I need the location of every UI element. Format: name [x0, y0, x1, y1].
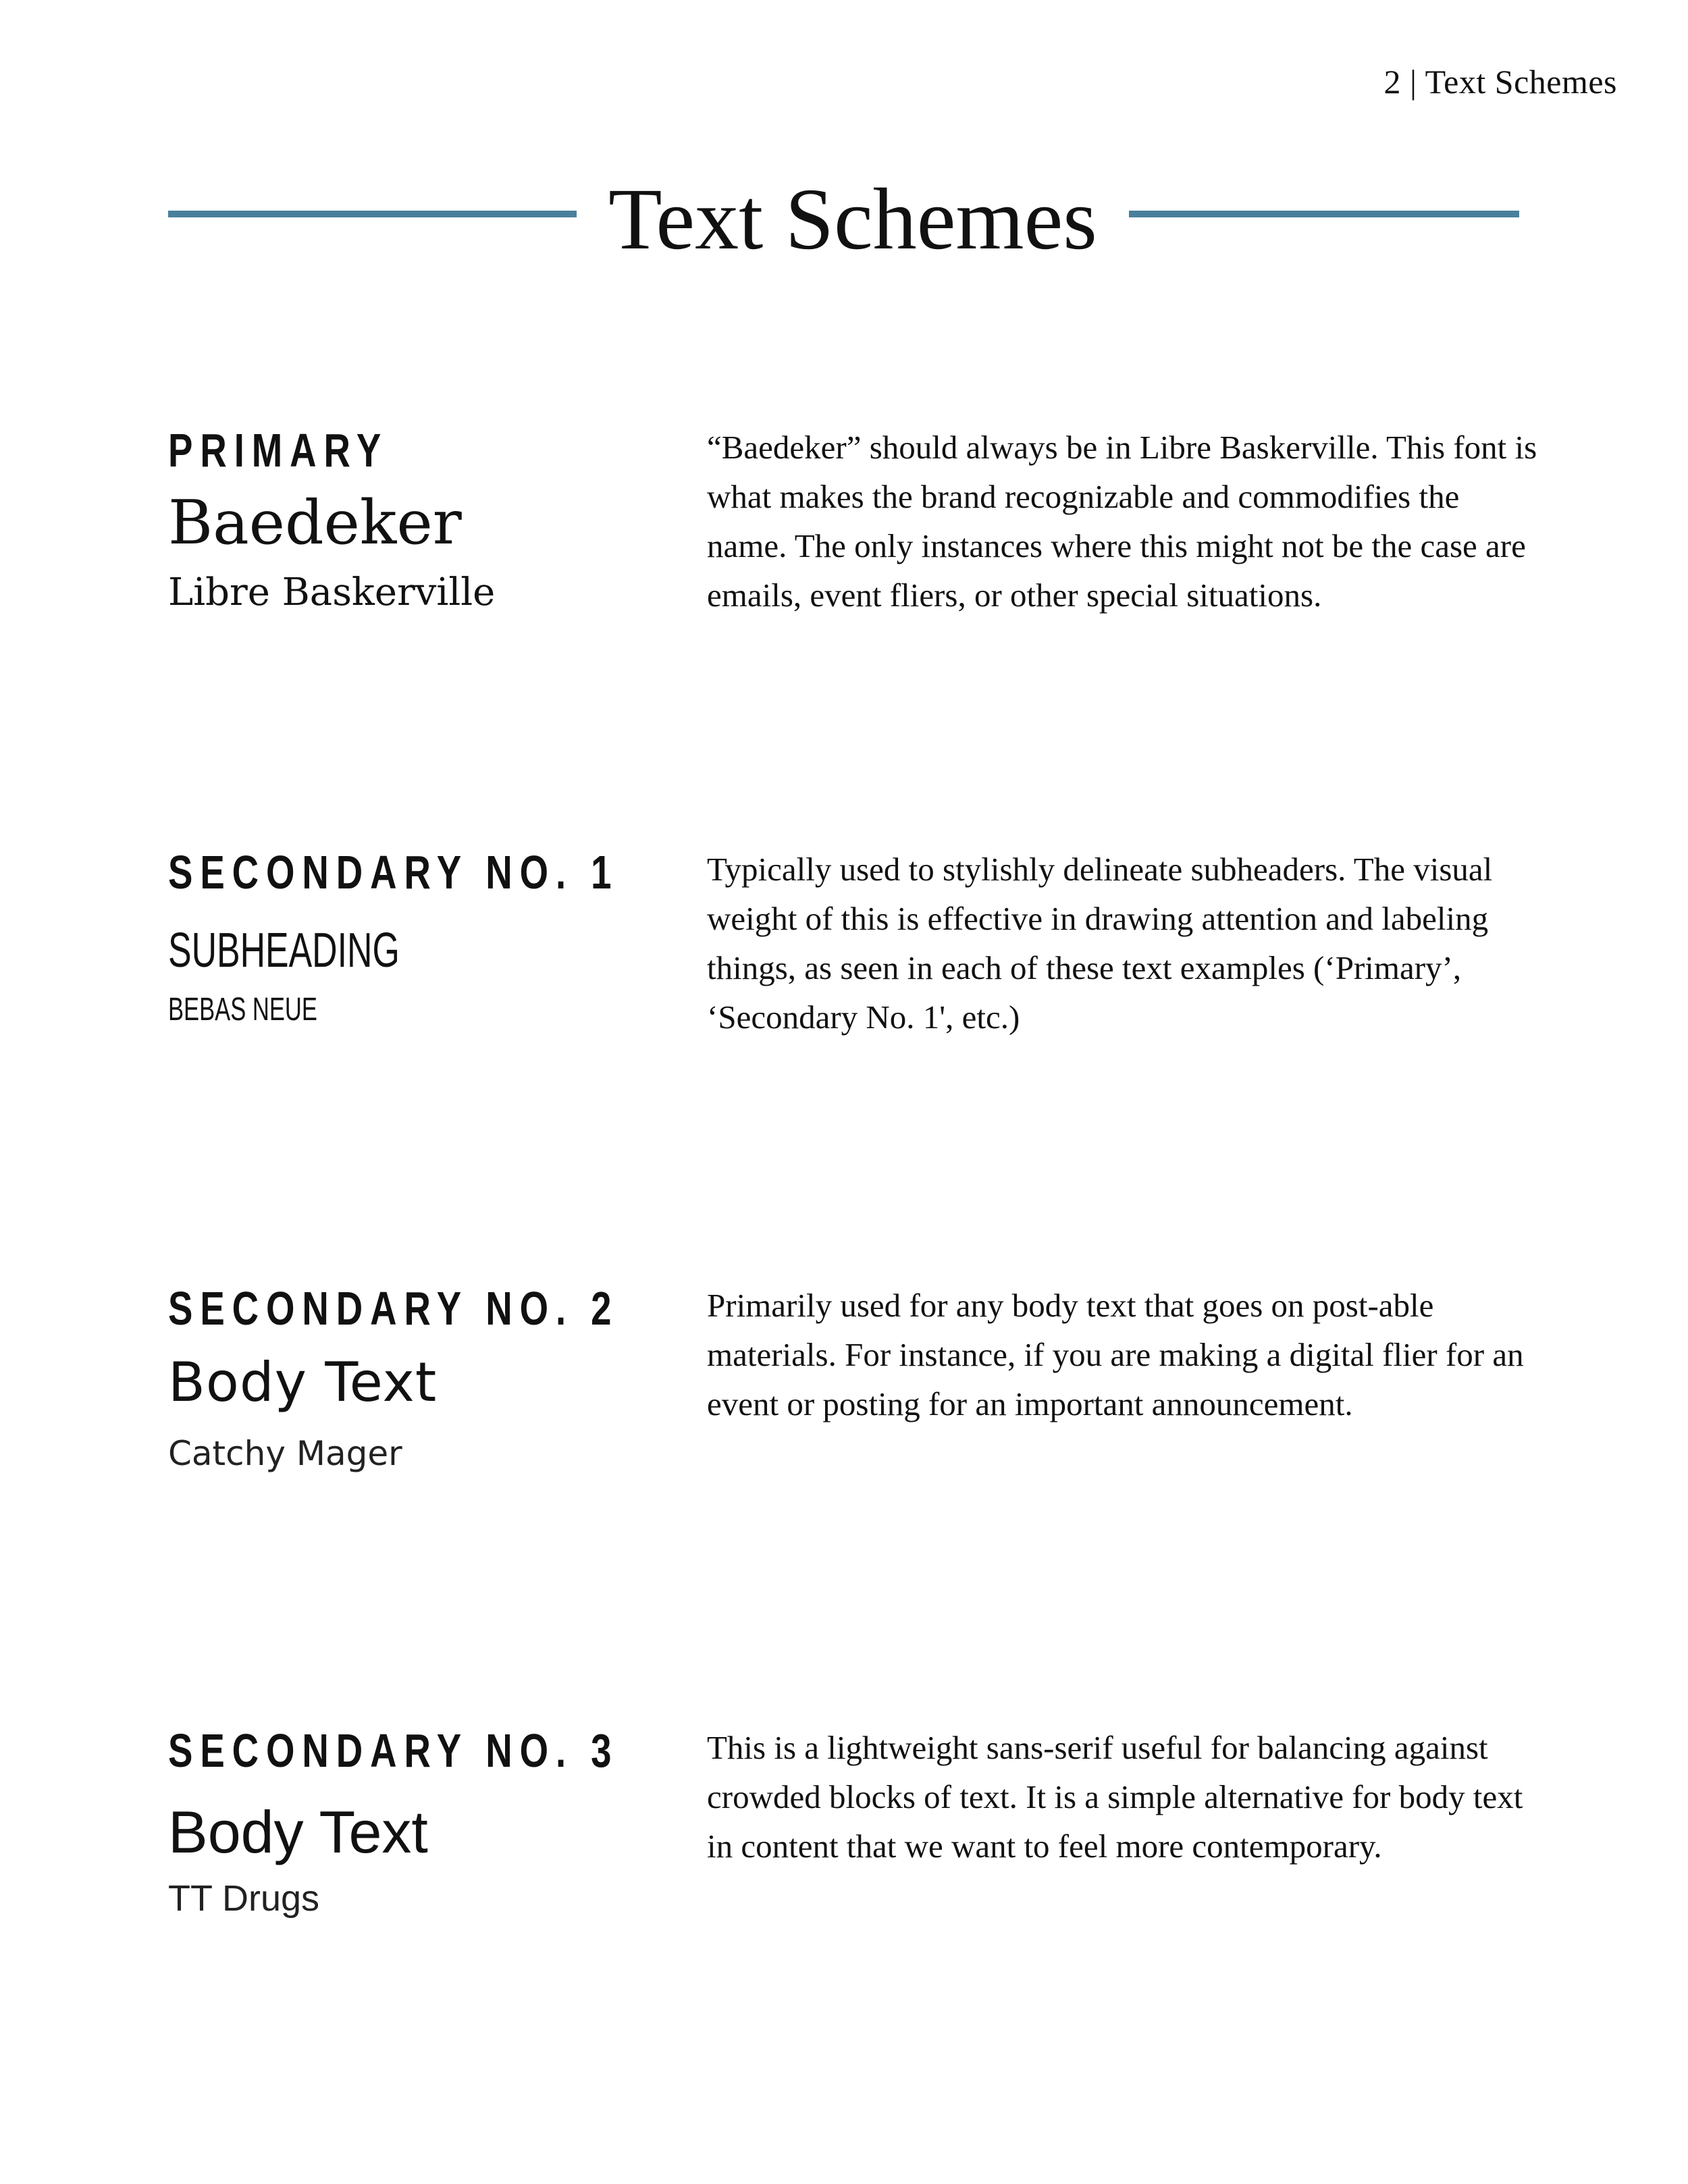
scheme-label: SECONDARY NO. 1: [168, 846, 619, 899]
page-title: Text Schemes: [608, 171, 1097, 268]
scheme-font-name: TT Drugs: [168, 1878, 320, 1919]
scheme-label: SECONDARY NO. 2: [168, 1282, 619, 1335]
scheme-font-name: Libre Baskerville: [168, 570, 496, 614]
scheme-description: “Baedeker” should always be in Libre Baskerville. This font is what makes the brand recognizable and commodifies the name. The only instances where this might not be the case are emails, event fliers, or other special situations.: [707, 429, 1537, 614]
page-header-label: 2 | Text Schemes: [1383, 63, 1617, 101]
scheme-sample: SUBHEADING: [168, 924, 400, 978]
scheme-sample: Body Text: [168, 1351, 438, 1414]
scheme-label: PRIMARY: [168, 424, 389, 477]
scheme-description: Primarily used for any body text that goes on post-able materials. For instance, if you are making a digital flier for an event or posting for an important announcement.: [707, 1287, 1524, 1422]
title-row: [168, 169, 1519, 270]
scheme-label: SECONDARY NO. 3: [168, 1724, 619, 1777]
title-rule-left: [168, 211, 577, 217]
scheme-sample: Baedeker: [168, 487, 462, 558]
scheme-font-name: BEBAS NEUE: [168, 992, 317, 1028]
scheme-font-name: Catchy Mager: [168, 1434, 402, 1473]
title-rule-right: [1129, 211, 1519, 217]
scheme-description: This is a lightweight sans-serif useful for balancing against crowded blocks of text. It is a simple alternative for body text in content that we want to feel more contemporary.: [707, 1729, 1523, 1865]
scheme-description: Typically used to stylishly delineate subheaders. The visual weight of this is effective in drawing attention and labeling things, as seen in each of these text examples (‘Primary’, ‘Secondary No. 1', etc.): [707, 851, 1493, 1036]
scheme-sample: Body Text: [168, 1799, 428, 1865]
